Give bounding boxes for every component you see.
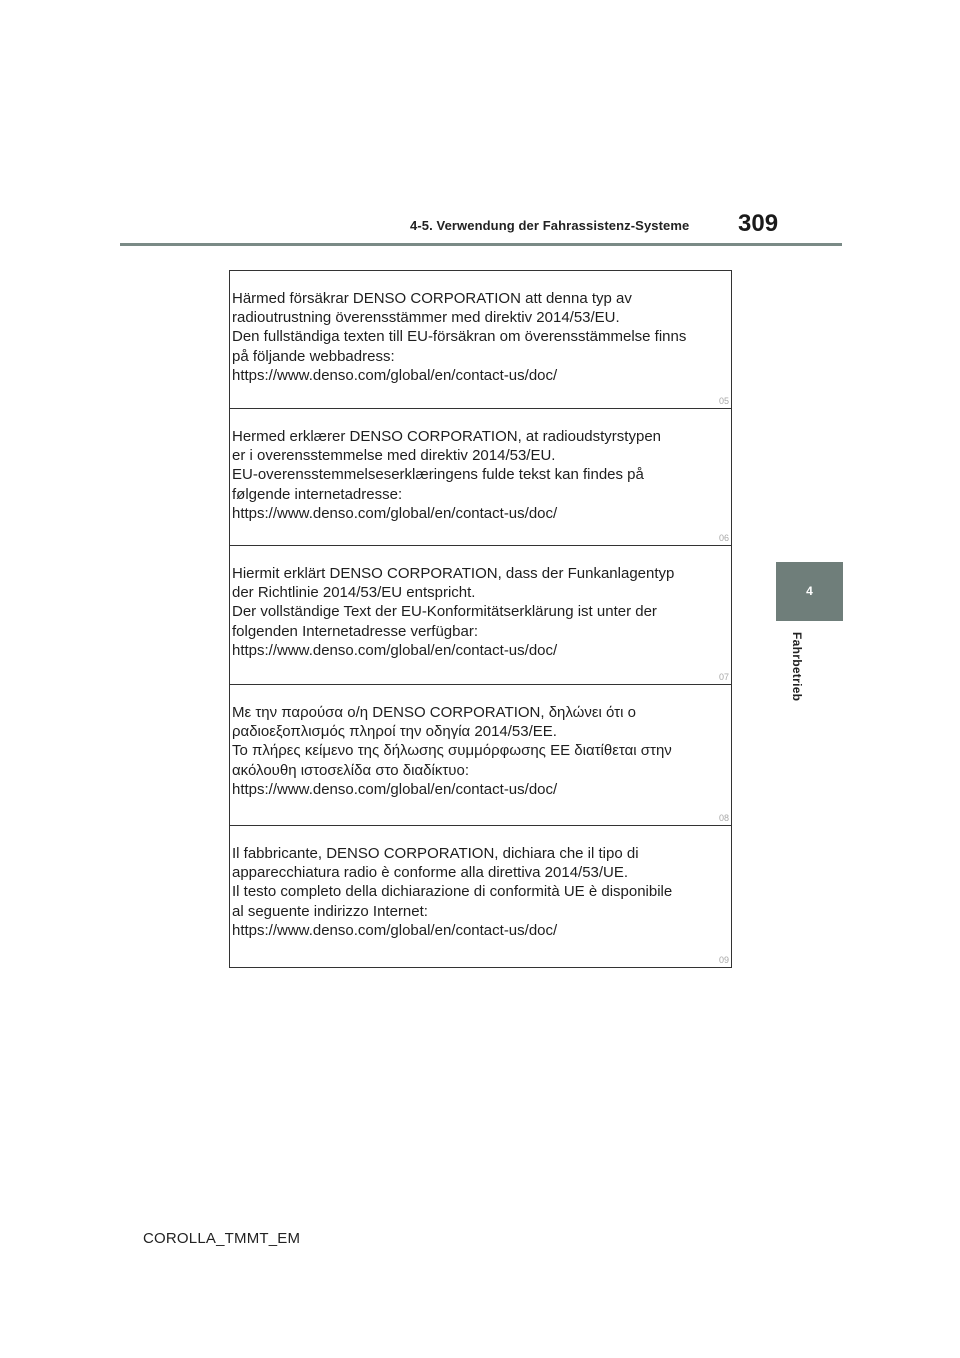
declaration-line: ραδιοεξοπλισμός πληροί την οδηγία 2014/53/ΕΕ. (232, 723, 557, 741)
declaration-box-german (230, 546, 731, 685)
box-code: 09 (718, 955, 729, 965)
declaration-line: Hermed erklærer DENSO CORPORATION, at radioudstyrstypen (232, 428, 662, 445)
declaration-line: radioutrustning överensstämmer med direktiv 2014/53/EU. (232, 309, 620, 327)
declaration-text (232, 289, 722, 385)
declaration-box-italian (230, 826, 731, 967)
declaration-line: https://www.denso.com/global/en/contact-us/doc/ (232, 366, 558, 384)
chapter-tab (776, 562, 843, 621)
declaration-frame (229, 270, 732, 968)
declaration-line: Με την παρούσα ο/η DENSO CORPORATION, δηλώνει ότι ο (232, 704, 636, 721)
declaration-line: der Richtlinie 2014/53/EU entspricht. (232, 584, 476, 602)
box-code: 05 (718, 396, 729, 406)
declaration-line: Härmed försäkrar DENSO CORPORATION att denna typ av (232, 290, 632, 307)
chapter-title: Fahrbetrieb (790, 632, 804, 702)
header-divider (120, 243, 842, 246)
declaration-line: EU-overensstemmelseserklæringens fulde tekst kan findes på (232, 466, 644, 484)
declaration-line: Το πλήρες κείμενο της δήλωσης συμμόρφωσης ΕΕ διατίθεται στην (232, 742, 672, 760)
declaration-line: på följande webbadress: (232, 347, 395, 365)
declaration-line: https://www.denso.com/global/en/contact-us/doc/ (232, 921, 558, 939)
box-code: 08 (718, 813, 729, 823)
declaration-box-swedish (230, 271, 731, 409)
declaration-line: Hiermit erklärt DENSO CORPORATION, dass der Funkanlagentyp (232, 565, 675, 582)
declaration-box-greek (230, 685, 731, 826)
declaration-line: Den fullständiga texten till EU-försäkran om överensstämmelse finns (232, 328, 687, 346)
declaration-text (232, 427, 722, 523)
declaration-line: https://www.denso.com/global/en/contact-us/doc/ (232, 504, 558, 522)
declaration-line: Il testo completo della dichiarazione di conformità UE è disponibile (232, 883, 673, 901)
declaration-line: apparecchiatura radio è conforme alla direttiva 2014/53/UE. (232, 864, 629, 882)
declaration-line: Il fabbricante, DENSO CORPORATION, dichiara che il tipo di (232, 845, 639, 862)
declaration-box-danish (230, 409, 731, 546)
declaration-line: folgenden Internetadresse verfügbar: (232, 622, 478, 640)
declaration-line: https://www.denso.com/global/en/contact-us/doc/ (232, 641, 558, 659)
box-code: 06 (718, 533, 729, 543)
box-code: 07 (718, 672, 729, 682)
declaration-line: Der vollständige Text der EU-Konformitätserklärung ist unter der (232, 603, 657, 621)
declaration-line: følgende internetadresse: (232, 485, 403, 503)
page-number: 309 (738, 210, 779, 237)
footer-model-code: COROLLA_TMMT_EM (143, 1230, 301, 1247)
chapter-number: 4 (806, 584, 813, 598)
declaration-text (232, 564, 722, 660)
section-title: 4-5. Verwendung der Fahrassistenz-Systeme (410, 218, 690, 233)
declaration-line: https://www.denso.com/global/en/contact-us/doc/ (232, 780, 558, 798)
declaration-text (232, 844, 722, 940)
declaration-line: ακόλουθη ιστοσελίδα στο διαδίκτυο: (232, 761, 469, 779)
declaration-text (232, 703, 722, 799)
declaration-line: al seguente indirizzo Internet: (232, 902, 428, 920)
declaration-line: er i overensstemmelse med direktiv 2014/53/EU. (232, 447, 556, 465)
